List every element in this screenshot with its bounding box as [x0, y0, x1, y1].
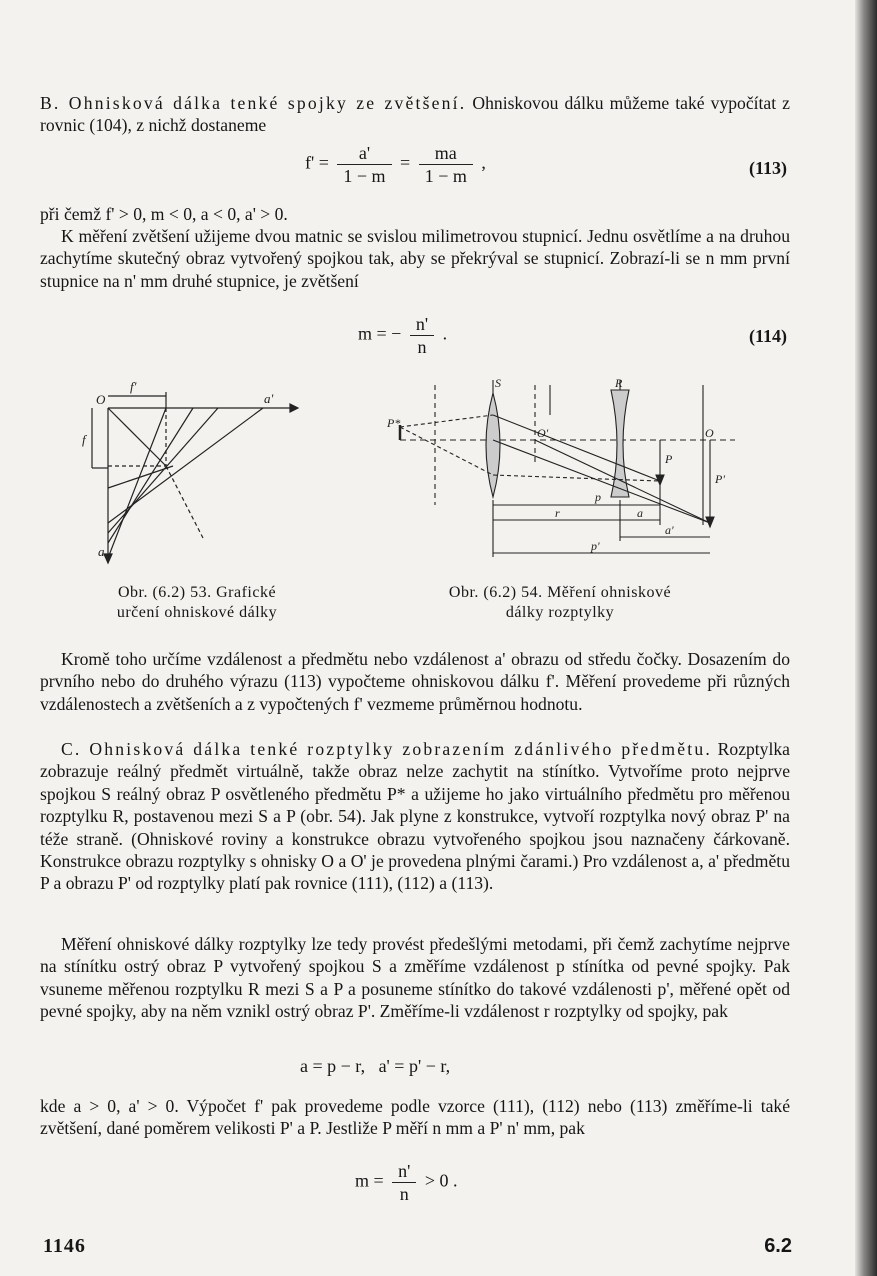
- fig54-label-p: p: [595, 490, 601, 504]
- paragraph-b-heading: B. Ohnisková dálka tenké spojky ze zvětšení.: [40, 93, 467, 113]
- eq113-lhs: f' =: [305, 152, 329, 173]
- eq113-fraction-2: [419, 142, 473, 187]
- fig54-label-a: a: [637, 506, 643, 520]
- fig53-axis-arrow-down: [104, 554, 112, 563]
- fig53-caption-line1: Obr. (6.2) 53. Grafické: [117, 584, 277, 601]
- eq114-den: n: [417, 337, 427, 357]
- fig53-label-a: a: [98, 544, 105, 559]
- paragraph-c: [40, 738, 790, 895]
- fig53-label-f: f: [82, 432, 86, 447]
- paragraph-measurement: Měření ohniskové dálky rozptylky lze tedy provést předešlými metodami, při čemž zachytíme nejprve na stínítku ostrý obraz P vytvořený spojkou S a změříme vzdálenost p stínítka od pevné spojky. Pak vsuneme měřenou rozptylku R mezi S a P a posuneme stínítko do takové vzdálenosti p', měřené opět od pevné spojky, aby na něm vznikl ostrý obraz P'. Změříme-li vzdálenost r rozptylky od spojky, pak: [40, 934, 790, 1022]
- section-number: 6.2: [764, 1235, 792, 1257]
- eq-final-den: n: [399, 1184, 409, 1204]
- conditions-line: při čemž f' > 0, m < 0, a < 0, a' > 0.: [40, 204, 288, 224]
- paragraph-b: [40, 92, 790, 137]
- eq-final-num: n': [392, 1160, 416, 1183]
- paragraph-c-body: Rozptylka zobrazuje reálný předmět virtuálně, takže obraz nelze zachytit na stínítko. Vytvoříme proto nejprve spojkou S reálný obraz P osvětleného předmětu P* a užijeme ho jako virtuálního předmětu pro měřenou rozptylku R, postavenou mezi S a P (obr. 54). Jak plyne z konstrukce, vytvoří rozptylka nový obraz P' na téže straně. (Ohniskové roviny a konstrukce obrazu vytvořeného spojkou jsou naznačeny čárkovaně. Konstrukce obrazu rozptylky s ohnisky O a O' je provedena plnými čarami.) Pro vzdálenost a, a' předmětu P a obrazu P' od rozptylky platí pak rovnice (111), (112) a (113).: [40, 739, 790, 894]
- paragraph-measure: K měření zvětšení užijeme dvou matnic se svislou milimetrovou stupnicí. Jednu osvětlíme a na druhou zachytíme skutečný obraz vytvořený spojkou tak, aby se překrýval se stupnicí. Zobrazí-li se n mm první stupnice na n' mm druhé stupnice, je zvětšení: [40, 226, 790, 291]
- figure-54-diagram: [385, 375, 755, 575]
- equation-number-113: (113): [749, 158, 787, 178]
- fig53-ray-2: [108, 408, 166, 558]
- fig54-dashed-ray-3: [493, 475, 660, 481]
- figure-53-caption: [72, 583, 322, 623]
- paragraph-also: Kromě toho určíme vzdálenost a předmětu nebo vzdálenost a' obrazu od středu čočky. Dosazením do prvního nebo do druhého výrazu (113) vypočteme ohniskovou dálku f'. Měření provedeme při různých vzdálenostech a zvětšeních a z vypočtených f' vezmeme průměrnou hodnotu.: [40, 649, 790, 714]
- fig54-label-P: P: [665, 452, 673, 466]
- equation-number-114: (114): [749, 326, 787, 346]
- eq-final-tail: > 0 .: [424, 1170, 458, 1191]
- fig54-dashed-ray-1: [400, 415, 493, 427]
- eq114-lhs: m = −: [358, 323, 402, 344]
- fig53-axis-arrow-right: [290, 404, 298, 412]
- eq113-num2: ma: [419, 142, 473, 165]
- eq-final-lhs: m =: [355, 1170, 384, 1191]
- fig53-label-O: O: [96, 392, 106, 407]
- fig54-dashed-ray-2: [400, 427, 493, 475]
- eq113-den1: 1 − m: [343, 166, 386, 186]
- book-spine-shadow: [855, 0, 877, 1276]
- eq-final-fraction: [392, 1160, 416, 1205]
- eq114-num: n': [410, 313, 434, 336]
- fig54-label-S: S: [495, 376, 501, 390]
- equation-a-r: a = p − r, a' = p' − r,: [300, 1056, 451, 1076]
- eq113-den2: 1 − m: [424, 166, 467, 186]
- fig54-caption-line1: Obr. (6.2) 54. Měření ohniskové: [448, 584, 672, 601]
- eq113-fraction-1: [337, 142, 391, 187]
- fig54-label-p-prime: p': [591, 539, 600, 553]
- paragraph-b-body: Ohniskovou dálku můžeme také vypočítat z rovnic (104), z nichž dostaneme: [40, 93, 790, 136]
- paragraph-calc: kde a > 0, a' > 0. Výpočet f' pak provedeme podle vzorce (111), (112) nebo (113) změříme-li také zvětšení, dané poměrem velikosti P' a P. Jestliže P měří n mm a P' n' mm, pak: [40, 1096, 790, 1139]
- fig54-label-R: R: [615, 376, 623, 390]
- eq113-tail: ,: [481, 152, 486, 173]
- figure-53-diagram: [78, 378, 303, 578]
- figure-54-caption: [405, 583, 715, 623]
- fig53-ray-1: [108, 408, 166, 466]
- fig54-label-O: O: [705, 426, 714, 440]
- eq113-equals: =: [400, 152, 411, 173]
- fig53-caption-line2: určení ohniskové dálky: [116, 604, 278, 621]
- fig54-lens-R: [611, 390, 629, 497]
- eq114-fraction: [410, 313, 434, 358]
- fig53-label-a-prime: a': [264, 391, 274, 406]
- fig54-label-a-prime: a': [665, 523, 674, 537]
- fig54-label-r: r: [555, 506, 560, 520]
- fig53-ray-6: [108, 466, 173, 488]
- page-number: 1146: [43, 1235, 86, 1257]
- paragraph-c-heading: C. Ohnisková dálka tenké rozptylky zobrazením zdánlivého předmětu.: [61, 739, 712, 759]
- fig54-label-O-prime: O': [537, 426, 549, 440]
- fig53-ray-4: [108, 408, 218, 533]
- fig54-ray-2: [493, 440, 710, 523]
- fig54-label-P-prime: P': [715, 472, 725, 486]
- fig54-caption-line2: dálky rozptylky: [505, 604, 615, 621]
- eq114-tail: .: [442, 323, 448, 344]
- equation-final: [355, 1160, 458, 1205]
- eq113-num1: a': [337, 142, 391, 165]
- equation-114: [358, 313, 447, 358]
- fig53-dashed-ray-1: [166, 466, 203, 538]
- fig54-ray-1: [493, 415, 660, 481]
- fig53-label-f-prime: f': [130, 379, 137, 394]
- fig53-ray-5: [108, 408, 193, 543]
- equation-113: [305, 142, 486, 187]
- fig54-label-P-star: P*: [387, 416, 401, 430]
- fig54-lens-S: [486, 393, 500, 497]
